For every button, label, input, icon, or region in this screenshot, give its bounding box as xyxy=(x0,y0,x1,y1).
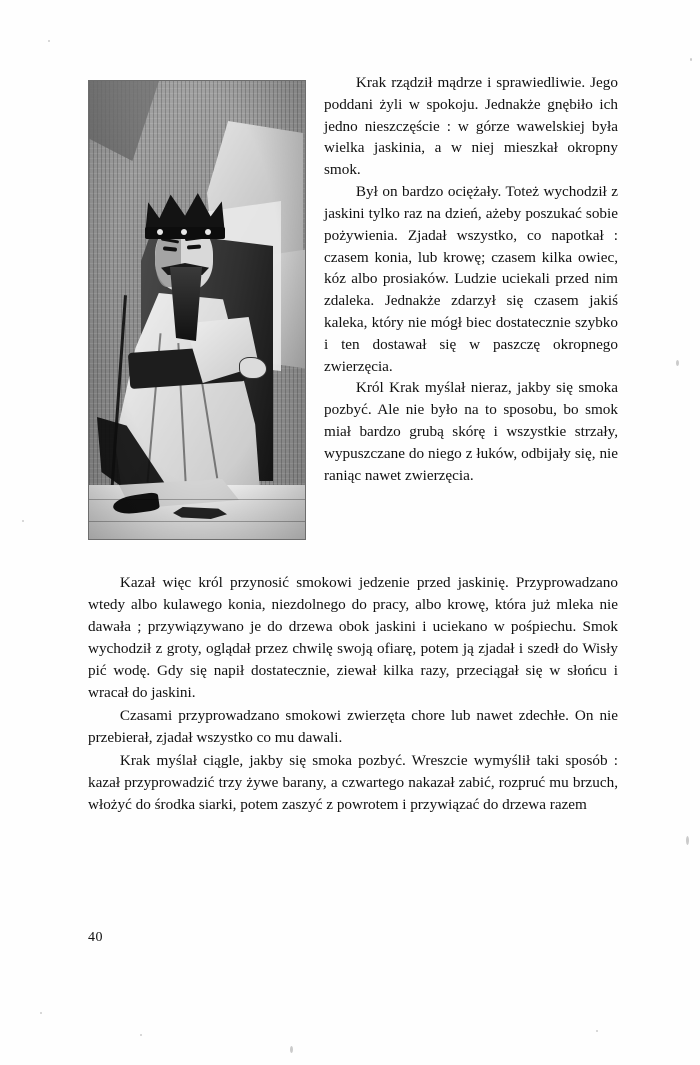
illustration-vignette xyxy=(89,81,305,539)
scan-speckle xyxy=(22,520,24,522)
scan-speckle xyxy=(140,1034,142,1036)
paragraph: Był on bardzo ociężały. Toteż wychodził z jaskini tylko raz na dzień, ażeby poszukać sobie pożywienia. Zjadał wszystko, co napotkał : czasem konia, lub krowę; czasem kilka owiec, kóz albo prosiaków. Ludzie uciekali przed nim zdaleka. Jednakże zdarzył się czasem jakiś kaleka, który nie mógł biec dostatecznie szybko i ten dostawał się w paszczę okropnego zwierzęcia. xyxy=(324,183,618,375)
paragraph: Kazał więc król przynosić smokowi jedzenie przed jaskinię. Przyprowadzano wtedy albo kulawego konia, niezdolnego do pracy, albo krowę, która już mleka nie dawała ; przywiązywano je do drzewa obok jaskini i uciekano w pośpiechu. Smok wychodził z groty, oglądał przez chwilę swoją ofiarę, potem ją zjadał i szedł do Wisły pić wodę. Gdy się napił dostatecznie, ziewał kilka razy, przeciągał się w słońcu i wracał do jaskini. xyxy=(88,574,618,702)
scan-speckle xyxy=(40,1012,42,1014)
page-content xyxy=(88,72,618,817)
scan-speckle xyxy=(290,1046,293,1053)
paragraph: Krak myślał ciągle, jakby się smoka pozbyć. Wreszcie wymyślił taki sposób : kazał przyprowadzić trzy żywe barany, a czwartego nakazał zabić, rozpruć mu brzuch, włożyć do środka siarki, potem zaszyć z powrotem i przywiązać do drzewa razem xyxy=(88,752,618,814)
page-number: 40 xyxy=(88,930,103,945)
scan-speckle xyxy=(596,1030,598,1032)
text-and-figure-block xyxy=(88,72,618,572)
scan-speckle xyxy=(676,360,679,366)
king-krak-illustration xyxy=(88,80,306,540)
full-width-text xyxy=(88,572,618,816)
paragraph: Król Krak myślał nieraz, jakby się smoka pozbyć. Ale nie było na to sposobu, bo smok miał bardzo grubą skórę i wszystkie strzały, wypuszczane do niego z łuków, odbijały się, nie raniąc nawet zwierzęcia. xyxy=(324,379,618,484)
illustration-canvas xyxy=(89,81,305,539)
scan-speckle xyxy=(686,836,689,845)
scan-speckle xyxy=(690,58,692,61)
scan-speckle xyxy=(48,40,50,42)
paragraph: Krak rządził mądrze i sprawiedliwie. Jego poddani żyli w spokoju. Jednakże gnębiło ich jedno nieszczęście : w górze wawelskiej była wielka jaskinia, a w niej mieszkał okropny smok. xyxy=(324,74,618,179)
paragraph: Czasami przyprowadzano smokowi zwierzęta chore lub nawet zdechłe. On nie przebierał, zjadał wszystko co mu dawali. xyxy=(88,707,618,747)
